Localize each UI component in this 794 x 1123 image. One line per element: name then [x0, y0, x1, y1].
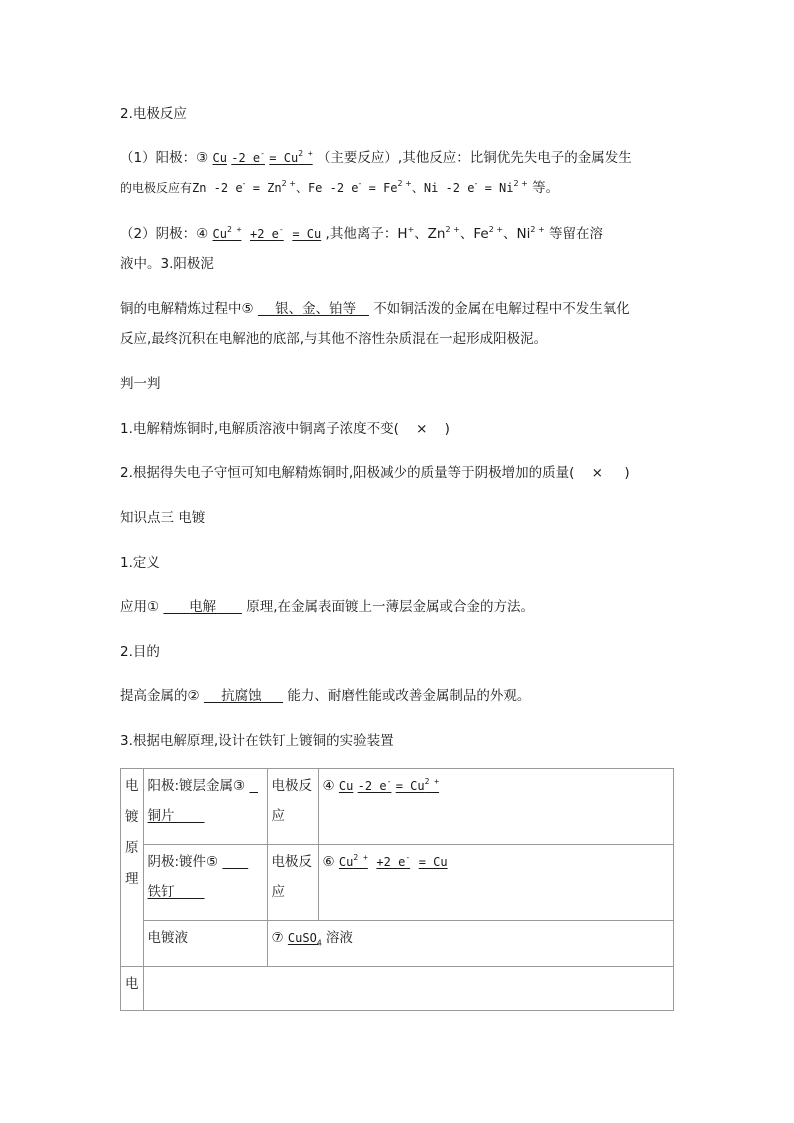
cathode-reaction: ⑥ $Cu^{2 +} +2$ e- = Cu: [318, 845, 674, 921]
goal-text: 提高金属的② 抗腐蚀 能力、耐磨性能或改善金属制品的外观。: [120, 688, 531, 704]
cathode-reaction-label: 电极反 应: [267, 845, 318, 921]
cathode-line-2: 液中。3.阳极泥: [120, 256, 214, 272]
device-cell: [143, 967, 674, 1011]
anode-reaction-label: 电极反 应: [267, 769, 318, 845]
judge-title: 判一判: [120, 376, 161, 392]
design-title: 3.根据电解原理,设计在铁钉上镀铜的实验装置: [120, 733, 394, 749]
answer-blank-1: 电解: [189, 599, 217, 615]
anode-mud-line-2: 反应,最终沉积在电解池的底部,与其他不溶性杂质混在一起形成阳极泥。: [120, 331, 548, 347]
judge-item-1: 1.电解精炼铜时,电解质溶液中铜离子浓度不变( × ): [120, 421, 450, 437]
anode-line-1: [120, 149, 632, 167]
judge-mark-1: ×: [416, 421, 428, 437]
knowledge-point-title: 知识点三 电镀: [120, 510, 206, 526]
cathode-eq-cu: $Cu^{2 +}$: [212, 225, 242, 241]
electroplating-table: [120, 768, 674, 1011]
cathode-cell: 阴极:镀件⑤ 铁钉: [143, 845, 267, 921]
device-label: 电: [121, 967, 144, 1011]
judge-mark-2: ×: [591, 465, 603, 481]
principle-label: 电 镀 原 理: [121, 769, 144, 967]
fe-eq: 、Fe -2 e: [295, 181, 359, 195]
cathode-eq-result: = Cu: [292, 227, 322, 241]
solution-label: 电镀液: [143, 921, 267, 967]
ni-eq: 、Ni -2 e: [411, 181, 475, 195]
zn-eq: 的电极反应有Zn -2 e: [120, 181, 243, 195]
section-title-electrode-reaction: 2.电极反应: [120, 106, 187, 122]
definition-text: 应用① 电解 原理,在金属表面镀上一薄层金属或合金的方法。: [120, 599, 534, 615]
cathode-line-1: （2）阴极：④ $Cu^{2 +} +2$ e- = Cu ,其他离子：H+、$Zn^{2 +}$、$Fe^{2 +}$、$Ni^{2 +}$ 等留在溶: [120, 225, 604, 242]
anode-eq-cu: Cu: [212, 151, 227, 165]
answer-blank-2: 抗腐蚀: [221, 688, 262, 704]
cathode-answer: 铁钉: [147, 884, 175, 900]
anode-eq-minus: -2 e-: [231, 149, 265, 165]
judge-item-2: 2.根据得失电子守恒可知电解精炼铜时,阳极减少的质量等于阴极增加的质量( × ): [120, 465, 630, 481]
anode-label: （1）阳极：③: [120, 150, 209, 166]
solution-value: ⑦ CuSO$_4$ 溶液: [267, 921, 674, 967]
anode-mud-line-1: 铜的电解精炼过程中⑤ 银、金、铂等 不如铜活泼的金属在电解过程中不发生氧化: [120, 301, 630, 317]
anode-cell: 阳极:镀层金属③ 铜片: [143, 769, 267, 845]
answer-blank-5: 银、金、铂等: [275, 301, 357, 317]
definition-title: 1.定义: [120, 555, 160, 571]
anode-note: （主要反应）,其他反应：比铜优先失电子的金属发生: [316, 150, 632, 166]
anode-reaction: ④ Cu -2 $e^- = Cu^{2 +}$: [318, 769, 674, 845]
cathode-label: （2）阴极：④: [120, 226, 209, 242]
anode-line-2: 的电极反应有Zn -2 $e^- = Zn^{2 +}$、Fe -2 $e^- = Fe^{2 +}$、Ni -2 $e^- = Ni^{2 +}$ 等。: [120, 179, 560, 196]
goal-title: 2.目的: [120, 644, 160, 660]
cathode-eq-plus: +2 e-: [250, 225, 284, 241]
anode-answer: 铜片: [147, 808, 175, 824]
anode-eq-result: = $Cu^{2 +}$: [269, 149, 313, 165]
